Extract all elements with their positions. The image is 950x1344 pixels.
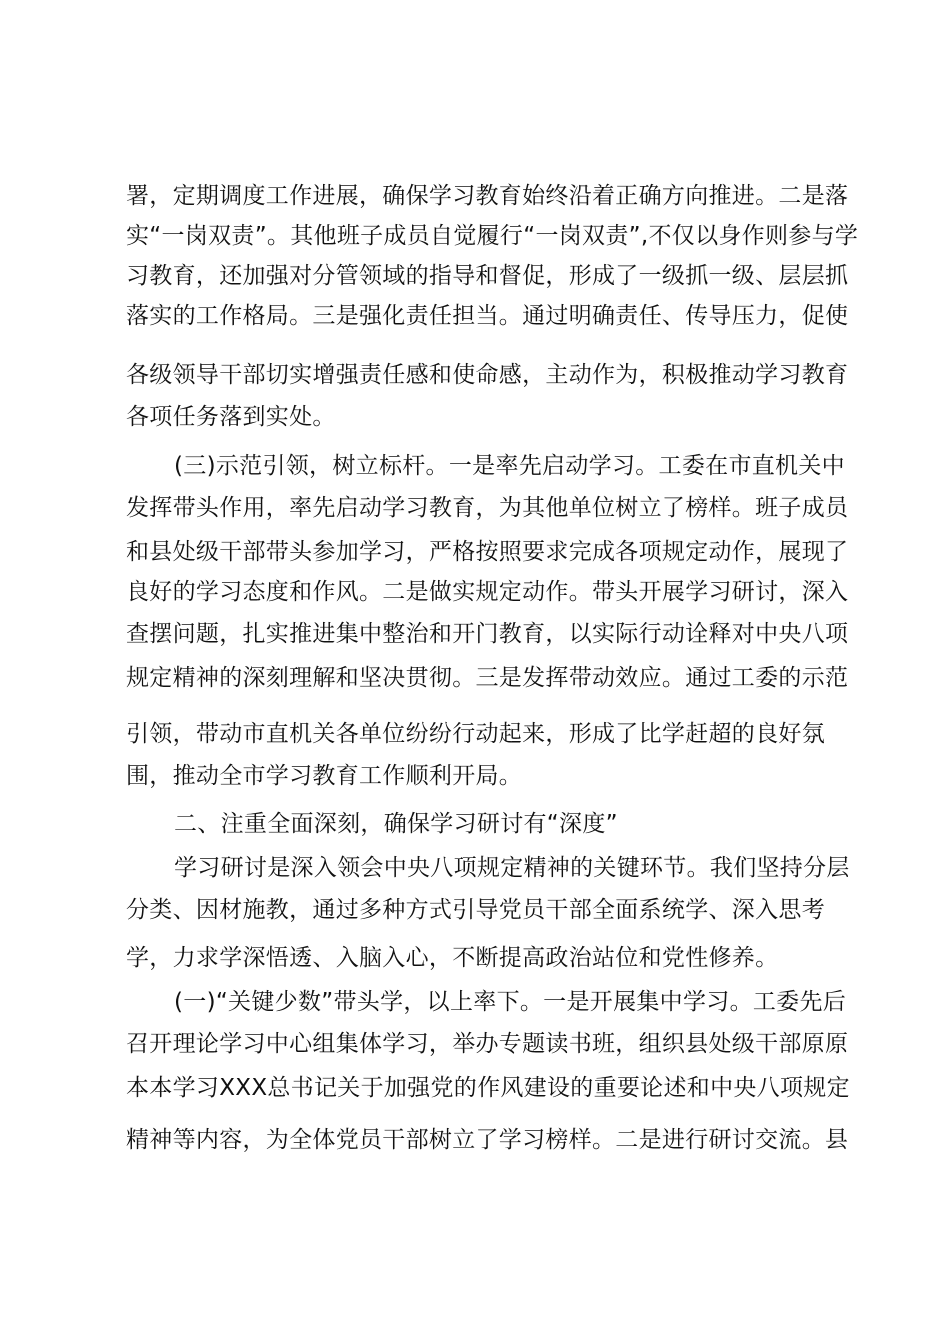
text-line: 围，推动全市学习教育工作顺利开局。 [126,763,523,789]
text-line: 发挥带头作用，率先启动学习教育，为其他单位树立了榜样。班子成员 [126,495,849,521]
text-line: 召开理论学习中心组集体学习，举办专题读书班，组织县处级干部原原 [126,1031,849,1057]
text-line: 规定精神的深刻理解和坚决贯彻。三是发挥带动效应。通过工委的示范 [126,665,849,691]
paragraph-start-line: (三)示范引领，树立标杆。一是率先启动学习。工委在市直机关中 [174,453,845,479]
text-line: 学，力求学深悟透、入脑入心，不断提高政治站位和党性修养。 [126,945,779,971]
text-line: 和县处级干部带头参加学习，严格按照要求完成各项规定动作，展现了 [126,539,849,565]
paragraph-start-line: (一)“关键少数”带头学，以上率下。一是开展集中学习。工委先后 [174,989,847,1015]
text-line: 各项任务落到实处。 [126,404,336,430]
text-line: 落实的工作格局。三是强化责任担当。通过明确责任、传导压力，促使 [126,303,849,329]
text-line: 各级领导干部切实增强责任感和使命感，主动作为，积极推动学习教育 [126,362,849,388]
section-heading: 二、注重全面深刻，确保学习研讨有“深度” [174,811,618,837]
paragraph-start-line: 学习研讨是深入领会中央八项规定精神的关键环节。我们坚持分层 [174,855,850,881]
text-line: 本本学习XXX总书记关于加强党的作风建设的重要论述和中央八项规定 [126,1075,850,1101]
text-line: 习教育，还加强对分管领域的指导和督促，形成了一级抓一级、层层抓 [126,263,849,289]
text-line: 署，定期调度工作进展，确保学习教育始终沿着正确方向推进。二是落 [126,183,849,209]
text-line: 良好的学习态度和作风。二是做实规定动作。带头开展学习研讨，深入 [126,579,849,605]
text-line: 引领，带动市直机关各单位纷纷行动起来，形成了比学赶超的良好氛 [126,721,825,747]
text-line: 分类、因材施教，通过多种方式引导党员干部全面系统学、深入思考 [126,897,825,923]
text-line: 实“一岗双责”。其他班子成员自觉履行“一岗双责”,不仅以身作则参与学 [126,223,859,249]
text-line: 精神等内容，为全体党员干部树立了学习榜样。二是进行研讨交流。县 [126,1127,849,1153]
text-line: 查摆问题，扎实推进集中整治和开门教育，以实际行动诠释对中央八项 [126,621,849,647]
